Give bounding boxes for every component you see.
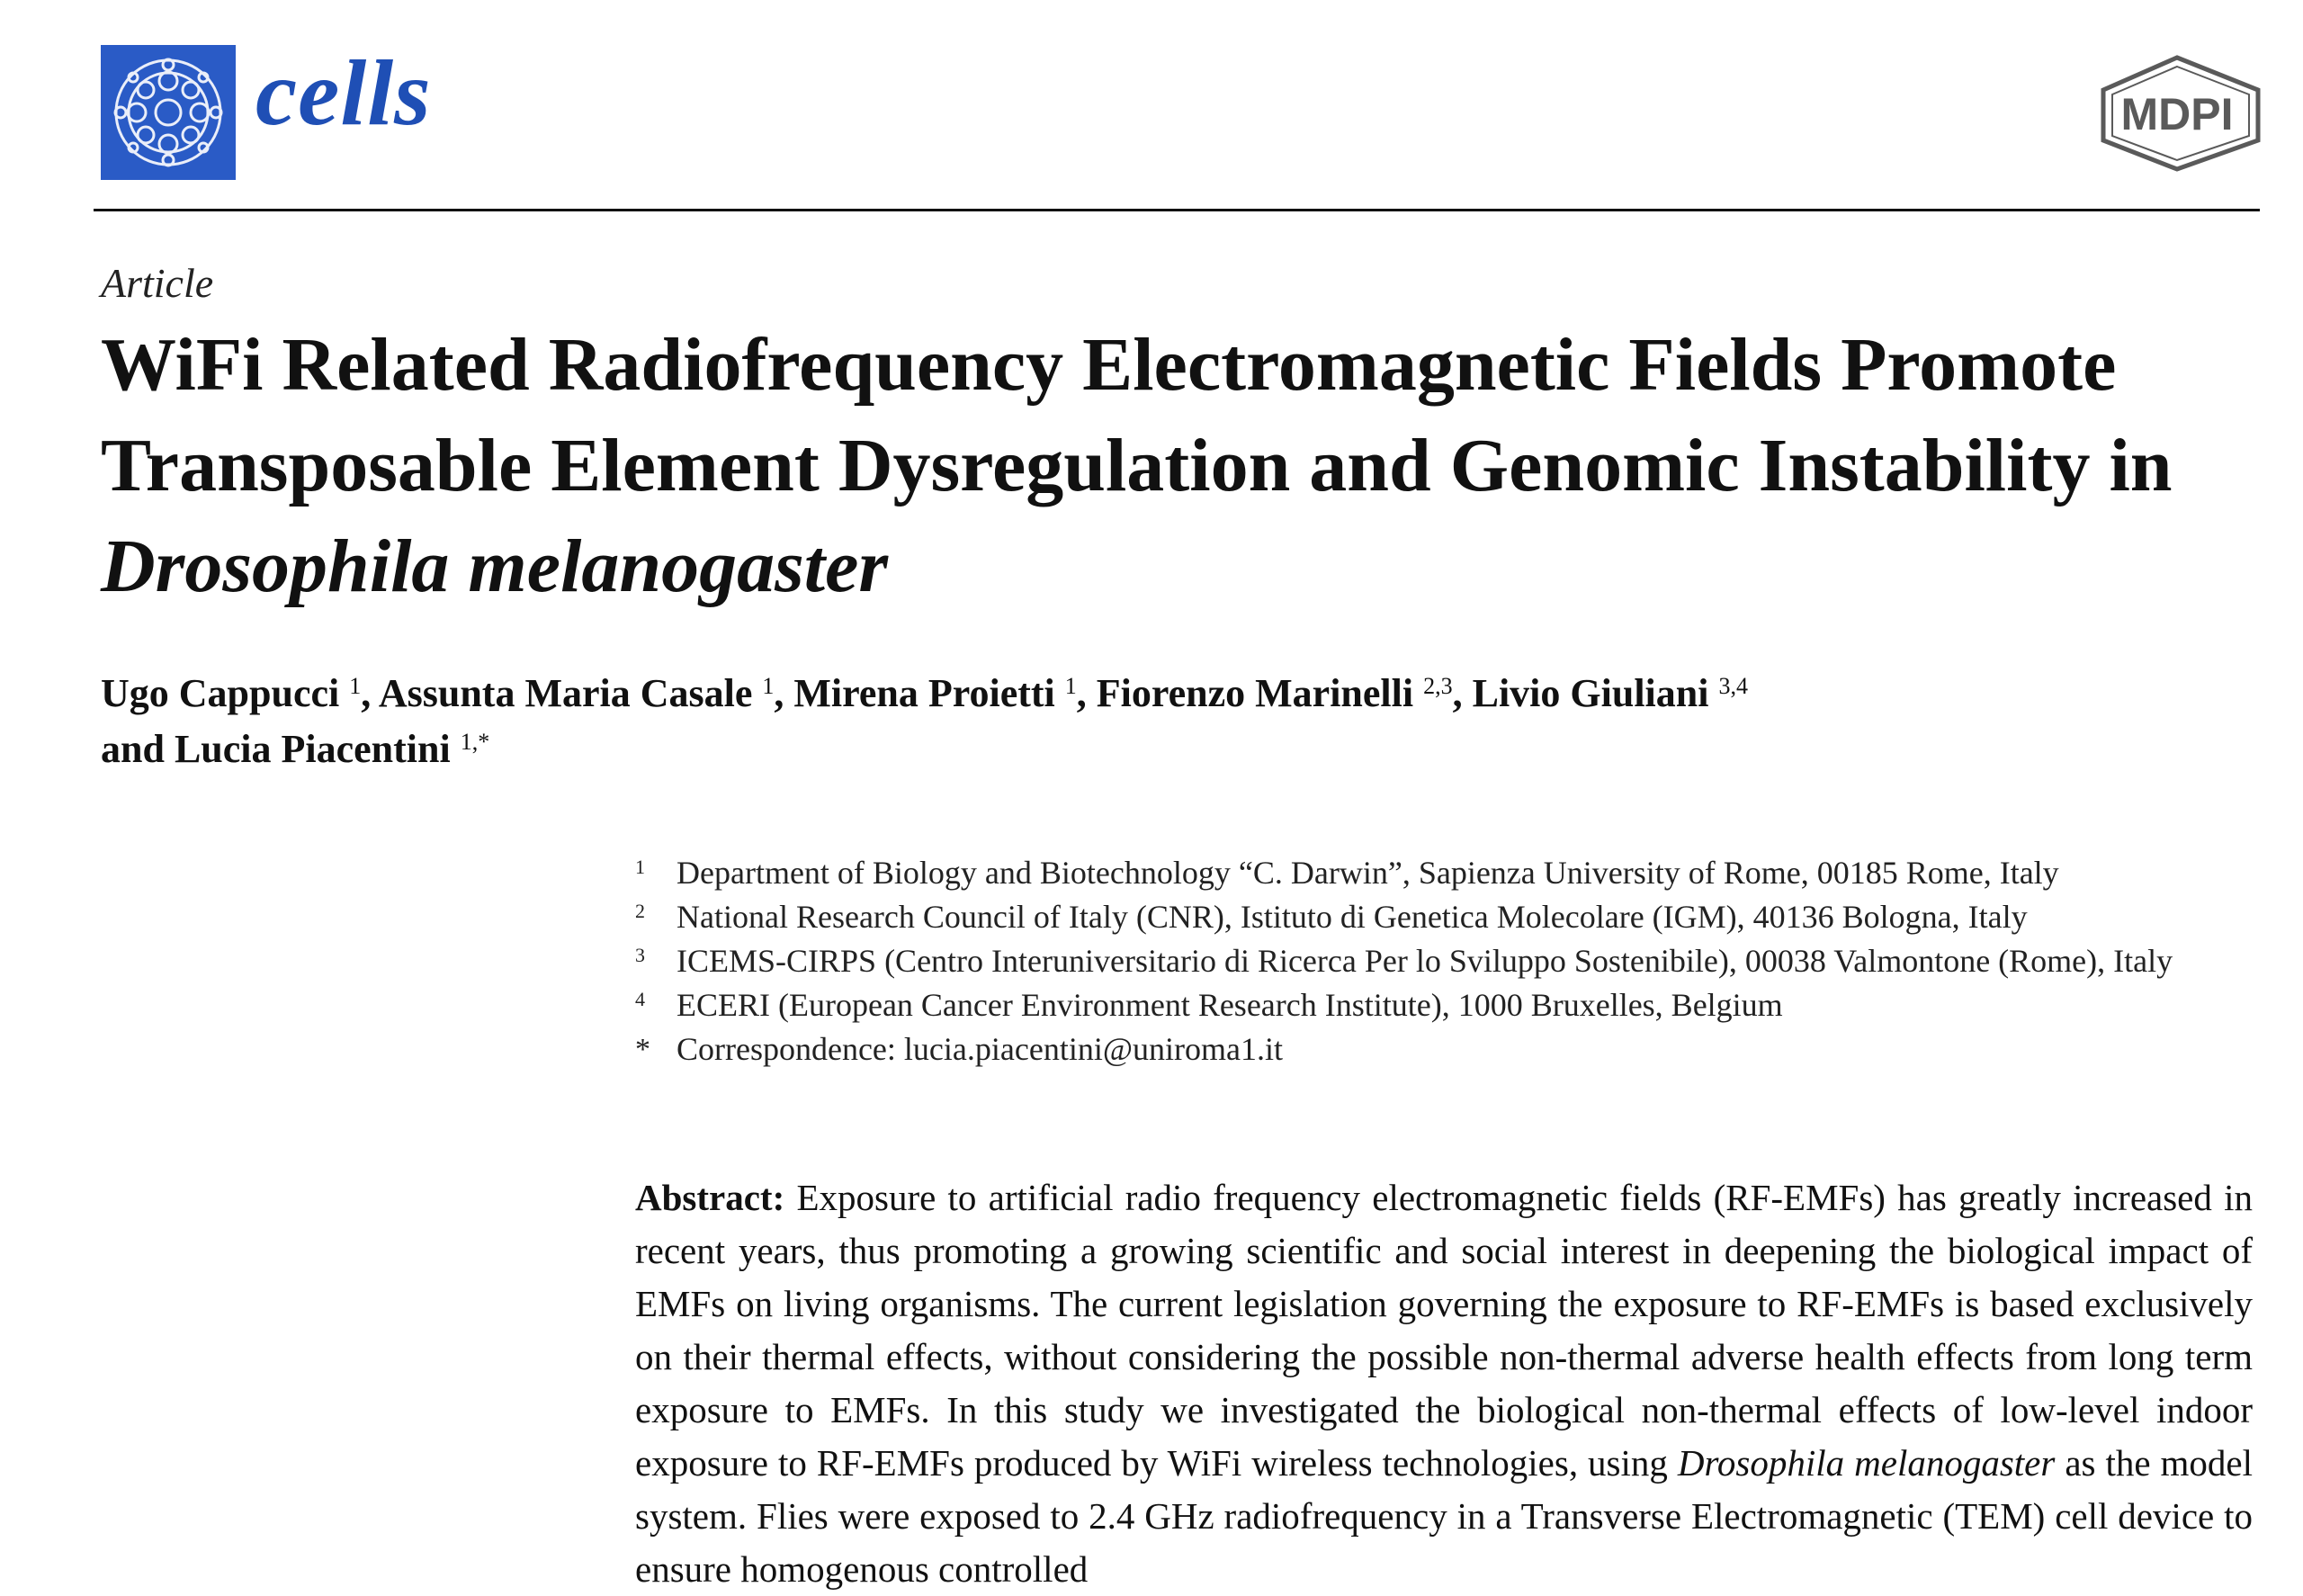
affiliation-item (635, 851, 2254, 895)
article-title (101, 315, 2278, 617)
mdpi-logo-text: MDPI (2120, 89, 2234, 139)
cells-logo-icon (101, 45, 236, 180)
header-divider (94, 209, 2260, 211)
author-name: Ugo Cappucci $^1$ (101, 671, 362, 715)
correspondence-mark: * (635, 1033, 650, 1066)
journal-header (101, 41, 2258, 180)
affiliation-text: ECERI (European Cancer Environment Research Institute), 1000 Bruxelles, Belgium (677, 987, 1783, 1023)
title-text: WiFi Related Radiofrequency Electromagnetic Fields Promote Transposable Element Dysregulation and Genomic Instability in (101, 323, 2173, 507)
affiliation-number: 4 (635, 988, 645, 1010)
affiliation-text: ICEMS-CIRPS (Centro Interuniversitario di Ricerca Per lo Sviluppo Sostenibile), 00038 Valmontone (Rome), Italy (677, 943, 2173, 979)
author-affil-mark: 1,* (460, 729, 490, 755)
author-name: and Lucia Piacentini $^{1,*}$ (101, 727, 490, 771)
author-name: Livio Giuliani $^{3,4}$ (1472, 671, 1748, 715)
abstract-label: Abstract: (635, 1177, 785, 1218)
author-name: Assunta Maria Casale $^1$ (378, 671, 775, 715)
affiliations (635, 851, 2254, 1071)
author-affil-mark: 1 (762, 673, 775, 699)
author-affil-mark: 3,4 (1718, 673, 1748, 699)
author-name: Fiorenzo Marinelli $^{2,3}$ (1096, 671, 1453, 715)
abstract-species: Drosophila melanogaster (1677, 1442, 2056, 1484)
author-list: Ugo Cappucci $^1$, Assunta Maria Casale $^1$, Mirena Proietti $^1$, Fiorenzo Marinelli $^{2,3}$, Livio Giuliani $^{3,4}$ and Lucia Piacentini $^{1,*}$ (101, 671, 1748, 771)
affiliation-number: 1 (635, 856, 645, 878)
author-affil-mark: 1 (1064, 673, 1077, 699)
affiliation-text: National Research Council of Italy (CNR), Istituto di Genetica Molecolare (IGM), 40136 Bologna, Italy (677, 899, 2028, 935)
abstract (635, 1171, 2253, 1596)
affiliation-item (635, 939, 2254, 983)
affiliation-text: Department of Biology and Biotechnology “C. Darwin”, Sapienza University of Rome, 00185 Rome, Italy (677, 855, 2059, 891)
affiliation-item (635, 895, 2254, 939)
abstract-text-cont: as the model system. Flies were exposed to 2.4 GHz radiofrequency in a Transverse Electromagnetic (TEM) cell device to ensure homogenous controlled (635, 1442, 2253, 1590)
abstract-text: Exposure to artificial radio frequency electromagnetic fields (RF-EMFs) has greatly increased in recent years, thus promoting a growing scientific and social interest in deepening the biological impact of EMFs on living organisms. The current legislation governing the exposure to RF-EMFs is based exclusively on their thermal effects, without considering the possible non-thermal adverse health effects from long term exposure to EMFs. In this study we investigated the biological non-thermal effects of low-level indoor exposure to RF-EMFs produced by WiFi wireless technologies, using (635, 1177, 2253, 1484)
author-affil-mark: 2,3 (1423, 673, 1453, 699)
affiliation-number: 2 (635, 900, 645, 922)
affiliation-item (635, 983, 2254, 1027)
correspondence-text[interactable]: Correspondence: lucia.piacentini@uniroma1.it (677, 1031, 1283, 1067)
affiliation-number: 3 (635, 944, 645, 966)
correspondence (635, 1027, 2254, 1071)
author-name: Mirena Proietti $^1$ (793, 671, 1077, 715)
article-type: Article (101, 260, 214, 306)
journal-name: cells (255, 41, 432, 145)
title-species: Drosophila melanogaster (101, 525, 889, 608)
author-affil-mark: 1 (349, 673, 362, 699)
mdpi-logo-icon (2087, 54, 2267, 173)
